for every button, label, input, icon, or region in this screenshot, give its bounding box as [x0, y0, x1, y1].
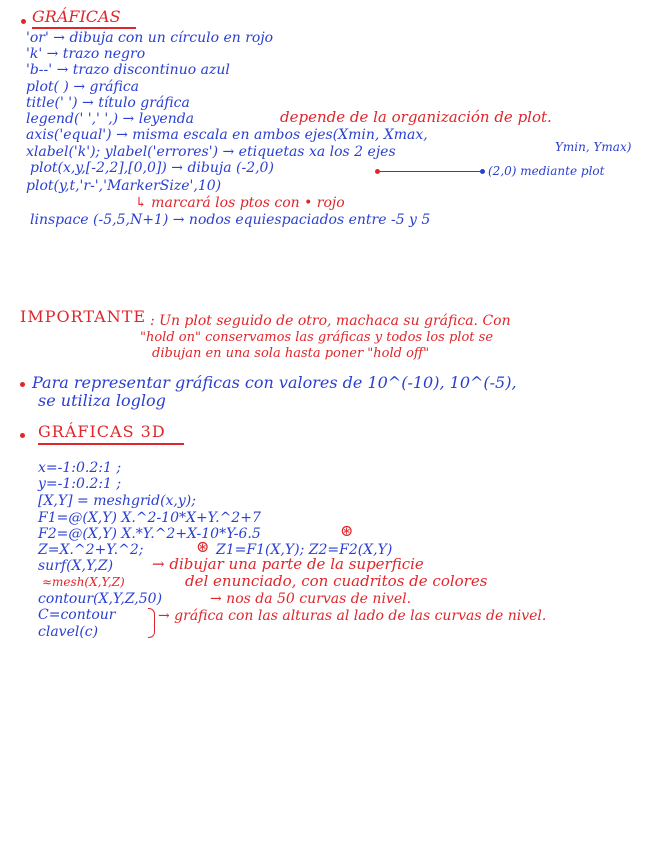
- loglog-line: se utiliza loglog: [38, 391, 166, 410]
- axis-note: Ymin, Ymax): [555, 140, 632, 154]
- surf-note: → dibujar una parte de la superficie: [152, 555, 424, 573]
- code-line: [X,Y] = meshgrid(x,y);: [38, 493, 196, 509]
- note-line: title(' ') → título gráfica: [26, 95, 190, 111]
- importante-line: "hold on" conservamos las gráficas y todos los plot se: [140, 330, 494, 345]
- bullet-dot: [20, 433, 25, 438]
- code-line: F1=@(X,Y) X.^2-10*X+Y.^2+7: [38, 510, 261, 526]
- z-note: Z1=F1(X,Y); Z2=F2(X,Y): [216, 542, 393, 558]
- brace-mark: [148, 608, 155, 638]
- section-title-graficas: GRÁFICAS: [32, 7, 121, 26]
- note-line: xlabel('k'); ylabel('errores') → etiquetas xa los 2 ejes: [26, 144, 396, 160]
- note-line: legend(' ',' ',) → leyenda: [26, 111, 195, 127]
- code-line: y=-1:0.2:1 ;: [38, 476, 122, 492]
- note-line: plot(x,y,[-2,2],[0,0]) → dibuja (-2,0): [30, 160, 274, 176]
- code-line: contour(X,Y,Z,50): [38, 591, 163, 607]
- note-line: plot(y,t,'r-','MarkerSize',10): [26, 178, 222, 194]
- bullet-dot: [20, 382, 25, 387]
- circled-mark: ⊛: [340, 521, 354, 540]
- clabel-note: → gráfica con las alturas al lado de las curvas de nivel.: [158, 608, 547, 624]
- note-line: linspace (-5,5,N+1) → nodos equiespaciados entre -5 y 5: [30, 212, 431, 228]
- circled-mark: ⊛: [196, 537, 210, 556]
- legend-note: depende de la organización de plot.: [280, 108, 552, 126]
- code-line: surf(X,Y,Z): [38, 558, 114, 574]
- code-line: C=contour: [38, 607, 116, 623]
- note-line: axis('equal') → misma escala en ambos ejes(Xmin, Xmax,: [26, 127, 428, 143]
- title-underline: [32, 27, 136, 29]
- importante-line: dibujan en una sola hasta poner "hold off": [152, 346, 430, 361]
- note-line: 'b--' → trazo discontinuo azul: [26, 62, 230, 78]
- surf-note-2: del enunciado, con cuadritos de colores: [185, 572, 488, 590]
- contour-note: → nos da 50 curvas de nivel.: [210, 591, 412, 607]
- title-underline: [38, 443, 184, 445]
- code-line: x=-1:0.2:1 ;: [38, 460, 122, 476]
- loglog-line: Para representar gráficas con valores de 10^(-10), 10^(-5),: [32, 373, 517, 392]
- note-line: 'or' → dibuja con un círculo en rojo: [26, 30, 274, 46]
- section-title-graficas-3d: GRÁFICAS 3D: [38, 422, 166, 441]
- marker-note: ↳ marcará los ptos con • rojo: [135, 195, 345, 211]
- bullet-dot: [21, 19, 26, 24]
- importante-label: IMPORTANTE: [20, 307, 147, 326]
- code-line: F2=@(X,Y) X.*Y.^2+X-10*Y-6.5: [38, 526, 261, 542]
- note-line: plot( ) → gráfica: [26, 79, 140, 95]
- code-line: Z=X.^2+Y.^2;: [38, 542, 144, 558]
- importante-line: : Un plot seguido de otro, machaca su gráfica. Con: [150, 313, 511, 329]
- segment-line: [380, 171, 480, 172]
- code-line: clavel(c): [38, 624, 99, 640]
- note-line: 'k' → trazo negro: [26, 46, 146, 62]
- mesh-note: ≈mesh(X,Y,Z): [42, 575, 125, 589]
- point-marker: [480, 169, 485, 174]
- plot-note: (2,0) mediante plot: [488, 164, 605, 178]
